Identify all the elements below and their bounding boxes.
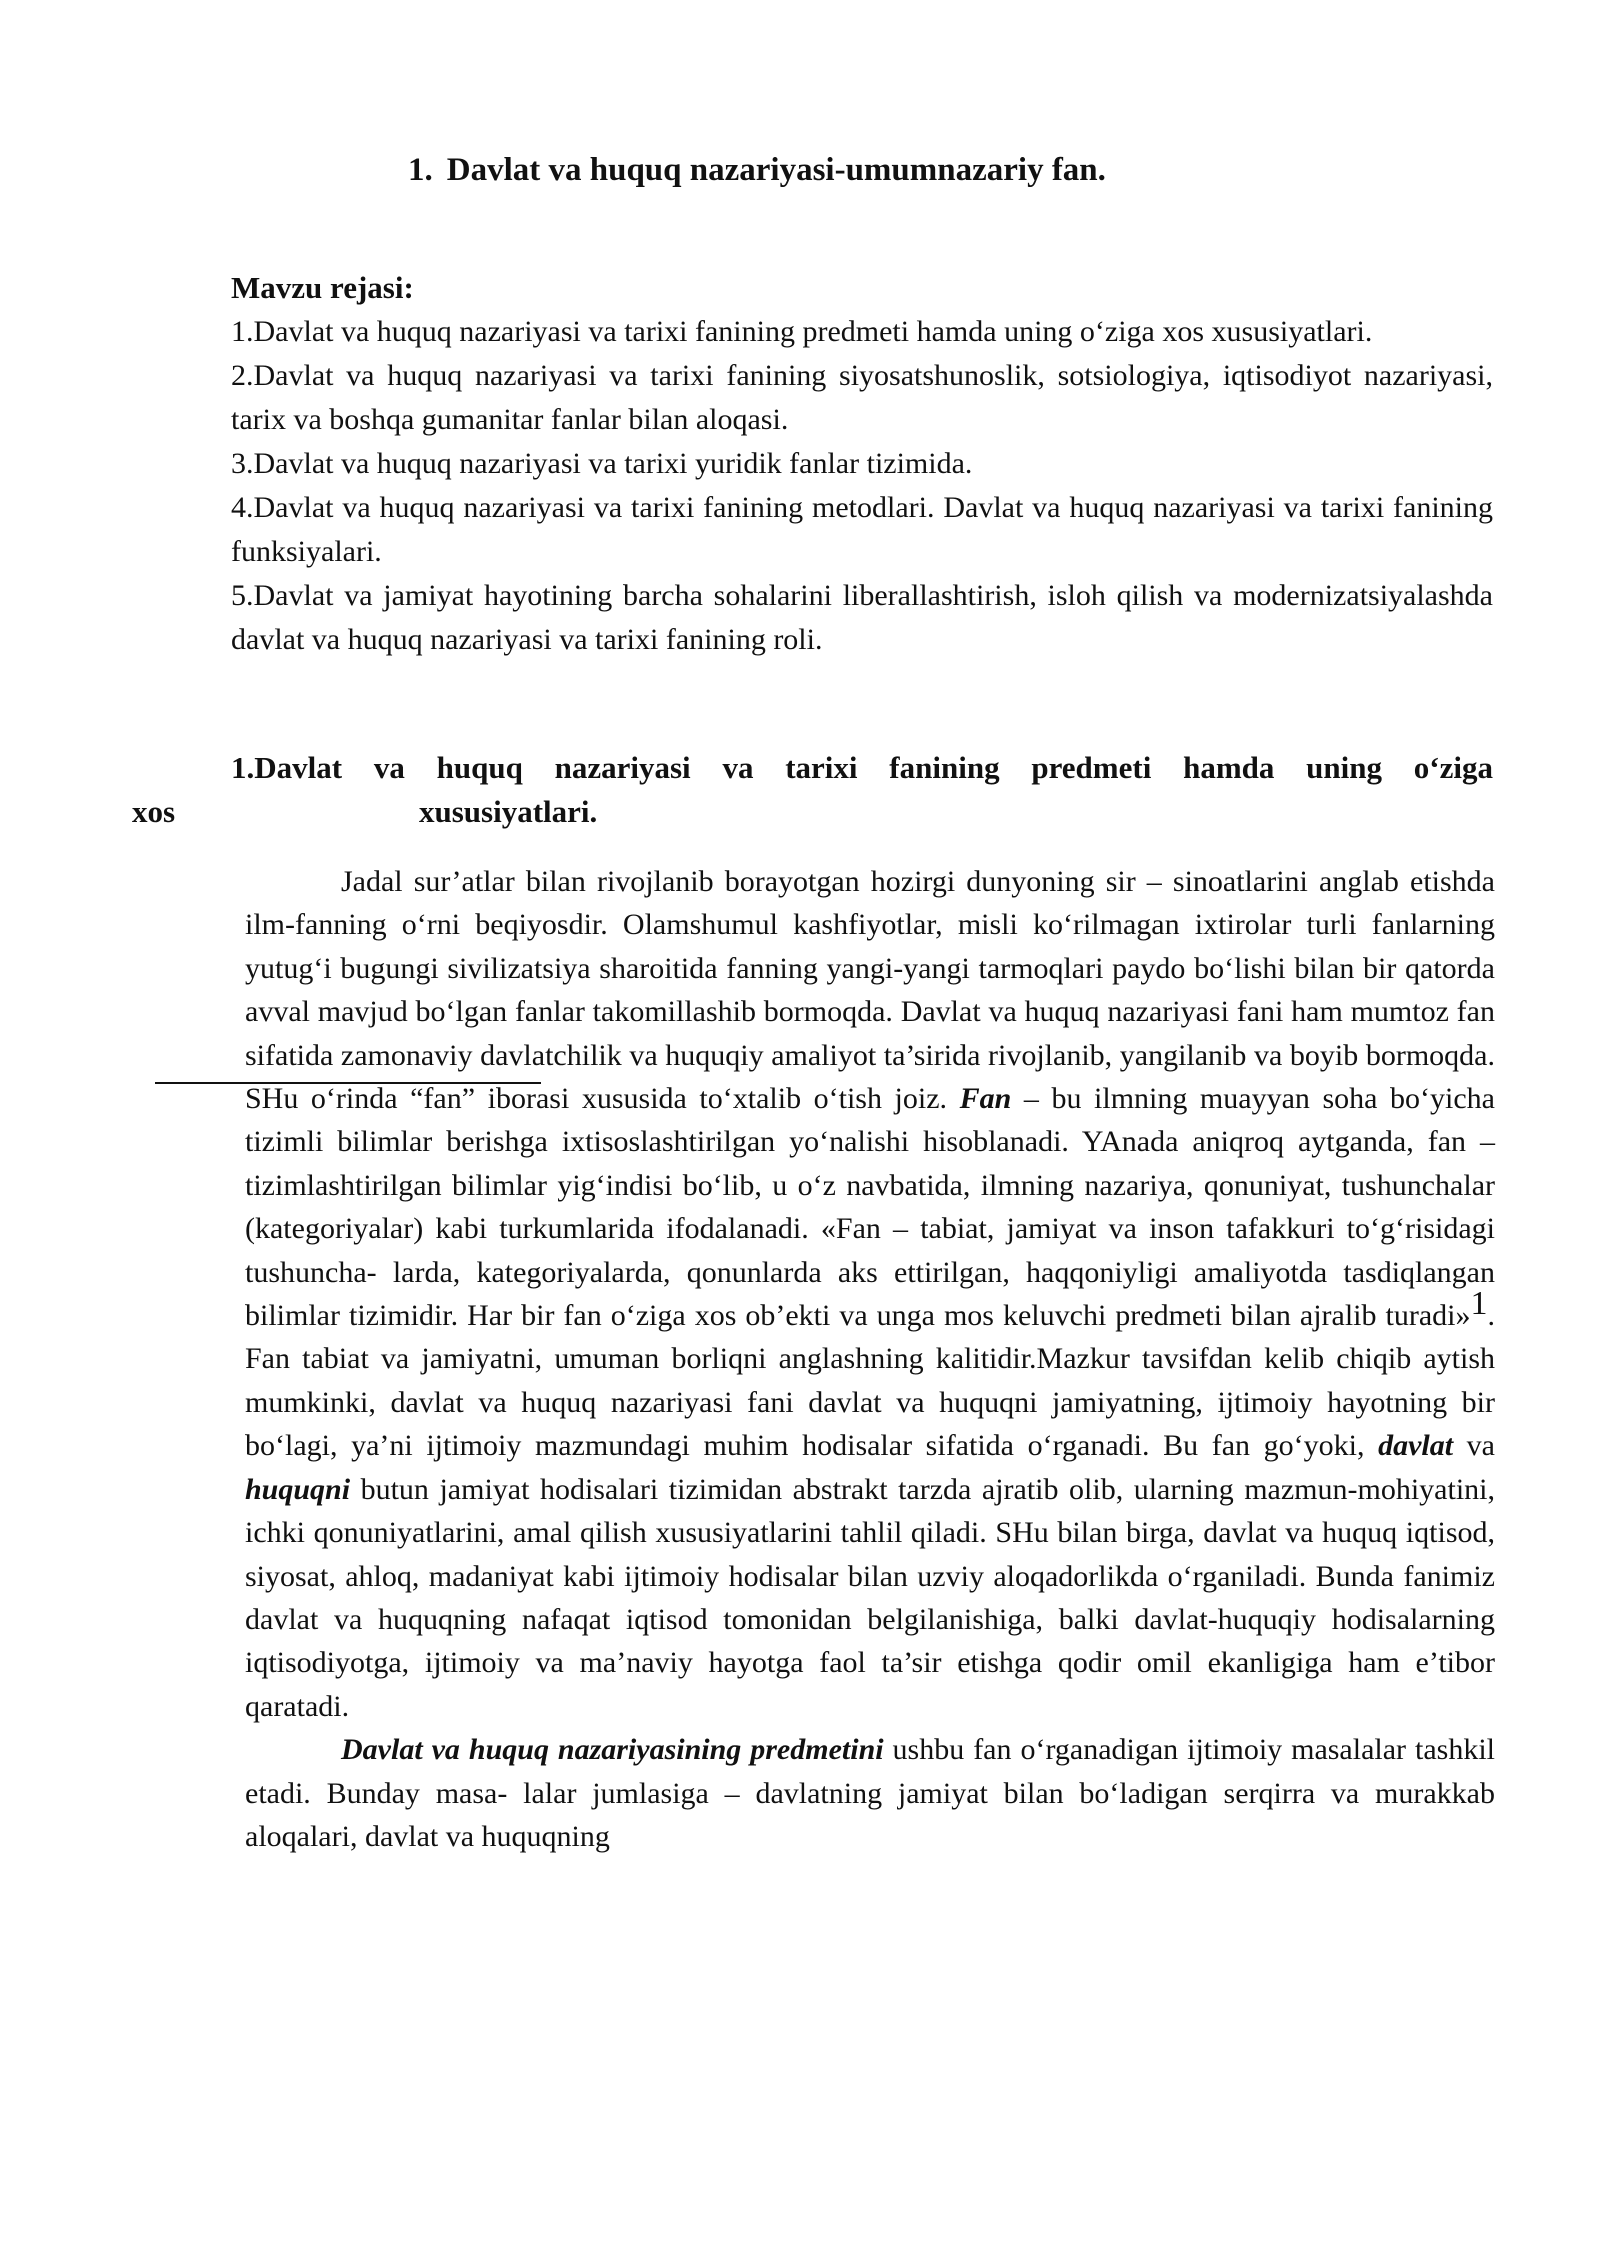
term-fan: Fan [959, 1082, 1012, 1116]
plan-item-4: 4.Davlat va huquq nazariyasi va tarixi fanining metodlari. Davlat va huquq nazariyasi va tarixi fanining funksiyalari. [231, 491, 1493, 568]
body-text [245, 860, 1495, 1858]
plan-list [231, 310, 1493, 662]
plan-item-1: 1.Davlat va huquq nazariyasi va tarixi fanining predmeti hamda uning o‘ziga xos xususiyatlari. [231, 315, 1373, 348]
term-huquqni: huquqni [245, 1472, 351, 1506]
section-heading-line1: 1.Davlat va huquq nazariyasi va tarixi fanining predmeti hamda uning o‘ziga [231, 750, 1493, 785]
plan-item-3: 3.Davlat va huquq nazariyasi va tarixi yuridik fanlar tizimida. [231, 447, 973, 480]
plan-item-2: 2.Davlat va huquq nazariyasi va tarixi fanining siyosatshunoslik, sotsiologiya, iqtisodiyot nazariyasi, tarix va boshqa gumanitar fanlar bilan aloqasi. [231, 359, 1493, 436]
section-heading-line2: xususiyatlari. [419, 794, 598, 829]
paragraph-2 [245, 1728, 1495, 1858]
footnote-marker[interactable]: 1 [1470, 1285, 1488, 1323]
title-text: Davlat va huquq nazariyasi-umumnazariy fan. [446, 152, 1106, 188]
p1-text-a: Jadal sur’atlar bilan rivojlanib borayotgan hozirgi dunyoning sir – sinoatlarini anglab etishda ilm-fanning o‘rni beqiyosdir. Olamshumul kashfiyotlar, misli ko‘rilmagan ixtirolar turli fanlarning yutug‘i bugungi sivilizatsiya sharoitida fanning yangi-yangi tarmoqlari paydo bo‘lishi bilan bir qatorda avval mavjud bo‘lgan fanlar takomillashib bormoqda. Davlat va huquq nazariyasi fani ham mumtoz fan sifatida zamonaviy davlatchilik va huquqiy amaliyot ta’sirida rivojlanib, yangilanib va boyib bormoqda. SHu o‘rinda “fan” iborasi xususida to‘xtalib o‘tish joiz. [245, 865, 1495, 1116]
p1-text-d: butun jamiyat hodisalari tizimidan abstrakt tarzda ajratib olib, ularning mazmun-mohiyatini, ichki qonuniyatlarini, amal qilish xususiyatlarini tahlil qiladi. SHu bilan birga, davlat va huquq iqtisod, siyosat, ahloq, madaniyat kabi ijtimoiy hodisalar bilan uzviy aloqadorlikda o‘rganiladi. Bunda fanimiz davlat va huquqning nafaqat iqtisod tomonidan belgilanishiga, balki davlat-huquqiy hodisalarning iqtisodiyotga, ijtimoiy va ma’naviy hayotga faol ta’sir etishga qodir omil ekanligiga ham e’tibor qaratadi. [245, 1472, 1495, 1723]
term-predmet: Davlat va huquq nazariyasining predmetini [341, 1733, 884, 1767]
p1-text-b: – bu ilmning muayyan soha bo‘yicha tizimli bilimlar berishga ixtisoslashtirilgan yo‘nalishi hisoblanadi. YAnada aniqroq aytganda, fan – tizimlashtirilgan bilimlar yig‘indisi bo‘lib, u o‘z navbatida, ilmning nazariya, qonuniyat, tushunchalar (kategoriyalar) kabi turkumlarida ifodalanadi. «Fan – tabiat, jamiyat va inson tafakkuri to‘g‘risidagi tushuncha- larda, kategoriyalarda, qonunlarda aks ettirilgan, haqqoniyligi amaliyotda tasdiqlangan bilimlar tizimidir. Har bir fan o‘ziga xos ob’ekti va unga mos keluvchi predmeti bilan ajralib turadi» [245, 1082, 1495, 1333]
p2-text: ushbu fan o‘rganadigan ijtimoiy masalalar tashkil etadi. Bunday masa- lalar jumlasiga – davlatning jamiyat bilan bo‘ladigan serqirra va murakkab aloqalari, davlat va huquqning [245, 1733, 1495, 1853]
p1-text-c: . Fan tabiat va jamiyatni, umuman borliqni anglashning kalitidir.Mazkur tavsifdan kelib chiqib aytish mumkinki, davlat va huquq nazariyasi fani davlat va huquqni jamiyatning, ijtimoiy hayotning bir bo‘lagi, ya’ni ijtimoiy mazmundagi muhim hodisalar sifatida o‘rganadi. Bu fan go‘yoki, [245, 1299, 1495, 1463]
plan-item-5: 5.Davlat va jamiyat hayotining barcha sohalarini liberallashtirish, isloh qilish va modernizatsiyalashda davlat va huquq nazariyasi va tarixi fanining roli. [231, 579, 1493, 656]
plan-heading: Mavzu rejasi: [231, 270, 414, 305]
section-heading-xos: xos [132, 794, 176, 829]
term-davlat: davlat [1378, 1429, 1454, 1463]
page-title [408, 150, 1106, 190]
paragraph-1 [245, 860, 1495, 1728]
p1-text-va: va [1453, 1429, 1495, 1463]
section-heading [231, 746, 1493, 834]
title-number: 1. [408, 152, 433, 188]
